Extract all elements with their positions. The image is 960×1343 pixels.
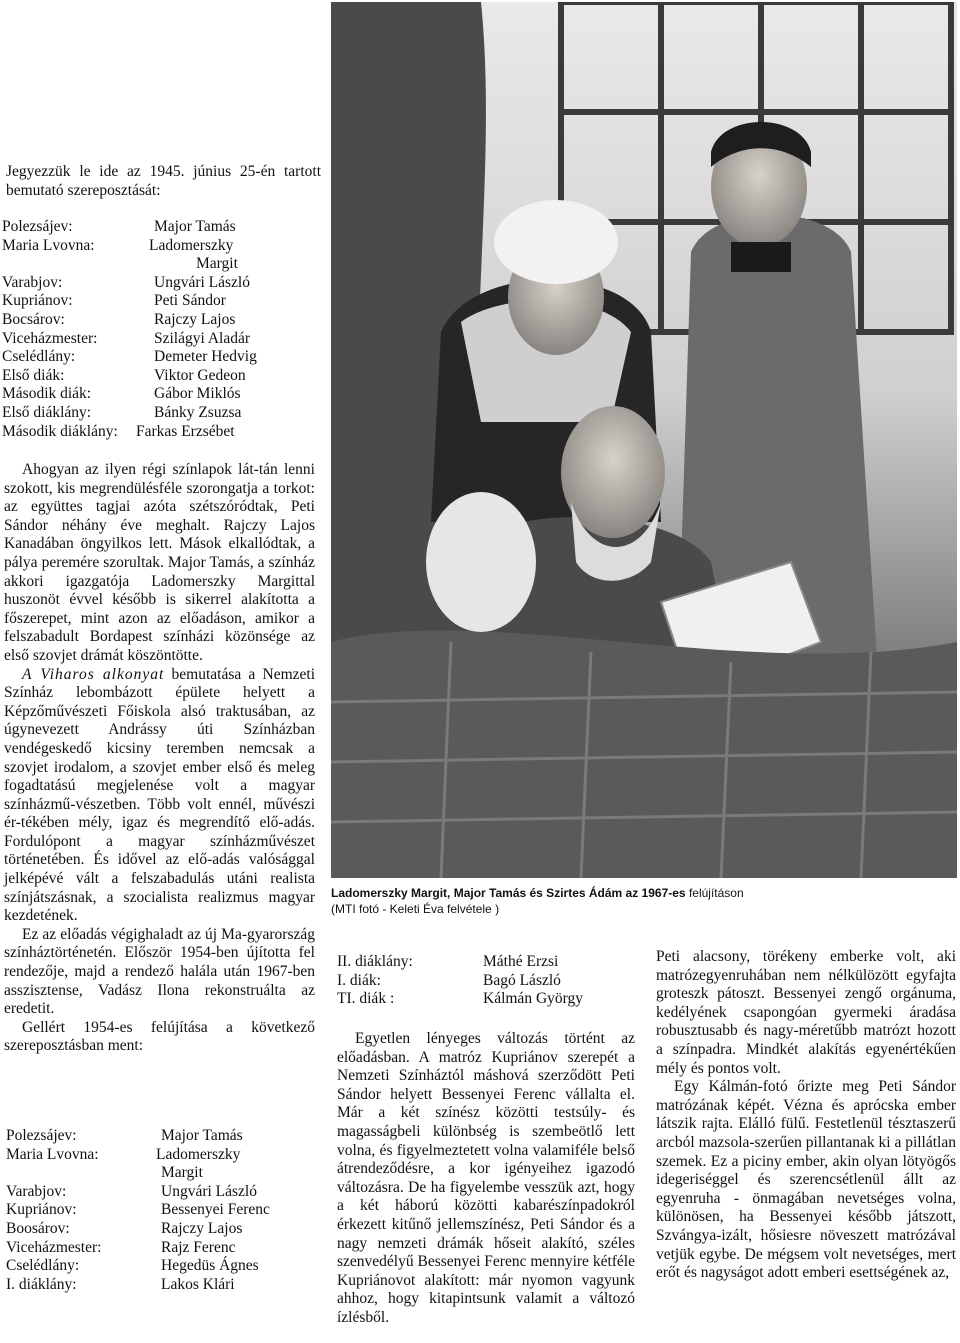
cast-row: Polezsájev: Major Tamás	[2, 218, 236, 235]
paragraph: Ahogyan az ilyen régi színlapok lát-tán lenni szokott, kis megrendülésféle szorongatja a torkot: az együttes tagjai azóta szétszóródtak, Peti Sándor néhány éve meghalt. Rajczy Lajos Kanadában öngyilkos lett. Mások elkallódtak, a pálya peremére szorultak. Major Tamás, a színház akkori igazgatója Ladomerszky Margittal huszonöt évvel később is sikerrel alakította a főszerepet, mint azon az előadáson, amikor a felszabadult Bordapest színházi közönsége az első szovjet drámát köszöntötte.	[4, 461, 315, 664]
paragraph: Egyetlen lényeges változás történt az előadásban. A matróz Kupriánov szerepét a Nemzeti Színháztól máshová szerződött Peti Sándor helyett Bessenyei Ferenc vállalta el. Már a két színész közötti testsúly- és magasságbeli különbség is szembeötlő lett volna, és figyelmeztetett volna valamiféle belső átrendeződésre, a kor igényeihez igazodó változásra. De ha figyelembe vesszük azt, hogy a két háború közötti kabarészínpadokról érkezett kitűnő jellemszínész, Peti Sándor és a nagy nemzeti drámák hőseit alakító, széles szenvedélyű Bessenyei Ferenc mennyire kétféle Kupriánovot alakított: már nyomon vagyunk ahhoz, hogy kitapintsunk valamit a változó ízlésből.	[337, 1030, 635, 1326]
cast-row: Varabjov: Ungvári László	[6, 1182, 257, 1200]
cast-row: Maria Lvovna: Ladomerszky	[6, 1145, 241, 1163]
cast-row: Első diáklány: Bánky Zsuzsa	[2, 403, 242, 421]
cast-row: I. diák: Bagó László	[337, 971, 561, 989]
cast-row: Kupriánov: Bessenyei Ferenc	[6, 1201, 270, 1219]
paragraph: Egy Kálmán-fotó őrizte meg Peti Sándor matrózának képét. Vézna és aprócska ember látszik rajta. Elálló fülű. Festetlenül tésztaszerű arcból mazsola-szerűen pillantanak ki a pillátlan szemek. Ez a piciny ember, akin olyan lötyögős idegeriséggel és szerencsétlenül állt az egyenruha - önmagában nevetséges volna, különösen, ha Bessenyei később játszott, Szvángya-izált, hősiesre növeszett matrózával vetjük egybe. De mégsem volt nevetséges, mert erőt és nagyságot adott emberi esettségének az,	[656, 1078, 956, 1282]
cast-row: Boosárov: Rajczy Lajos	[6, 1219, 243, 1237]
stage-photo	[331, 2, 957, 878]
cast-row: Maria Lvovna: Ladomerszky	[2, 236, 234, 254]
cast-row: Viceházmester: Rajz Ferenc	[6, 1238, 236, 1256]
cast-row: Első diák: Viktor Gedeon	[2, 366, 246, 384]
photo-caption: Ladomerszky Margit, Major Tamás és Szirtes Ádám az 1967-es felújításon (MTI fotó - Keleti Éva felvétele )	[331, 886, 744, 916]
cast-row: Varabjov: Ungvári László	[2, 273, 250, 291]
cast-row: Cselédlány: Demeter Hedvig	[2, 348, 257, 366]
cast-list-1954	[6, 1127, 326, 1294]
intro-text: Jegyezzük le ide az 1945. június 25-én tartott bemutató szereposztását:	[6, 163, 321, 199]
cast-row: Viceházmester: Szilágyi Aladár	[2, 329, 250, 347]
paragraph: Peti alacsony, törékeny emberke volt, aki matrózegyenruhában nem nélkülözött egyfajta groteszk pátoszt. Bessenyei zengő orgánuma, kedélyének csapongóan gyermeki áradása robusztusabb és nagy-méretűbb matrózt hozott a színpadra. Mindkét alakítás egyenértékűen mély és pontos volt.	[656, 948, 956, 1077]
middle-column	[337, 1030, 635, 1328]
cast-row-cont: Margit	[161, 1164, 203, 1182]
paragraph: Ez az előadás végighaladt az új Ma-gyarország színháztörténetén. Először 1954-ben újította fel rendezője, majd a rendező halála után 1967-ben asszisztense, Vadász Ilona rekonstruálta az eredetit.	[4, 925, 315, 1018]
cast-list-1945	[2, 218, 322, 441]
cast-row: Második diák: Gábor Miklós	[2, 385, 241, 403]
stage-photo-illustration	[331, 2, 957, 878]
cast-list-1954-continued	[337, 953, 637, 1009]
cast-row: I. diáklány: Lakos Klári	[6, 1275, 235, 1293]
right-column	[656, 948, 956, 1283]
cast-row: Cselédlány: Hegedüs Ágnes	[6, 1257, 259, 1275]
play-title: A Viharos alkonyat	[22, 665, 165, 683]
cast-row: Második diáklány: Farkas Erzsébet	[2, 422, 235, 440]
cast-row: Bocsárov: Rajczy Lajos	[2, 310, 236, 328]
cast-row: II. diáklány: Máthé Erzsi	[337, 953, 559, 970]
left-body	[4, 461, 315, 1056]
paragraph: A Viharos alkonyat bemutatása a Nemzeti Színház lebombázott épülete helyett a Képzőművészeti Főiskola alsó traktusában, az úgynevezett Andrássy úti Színházban vendégeskedő kicsiny teremben nemcsak a szovjet irodalom, a szovjet ember első és meleg fogadtatású megjelenése volt a magyar színházmű-vészetben. Több volt ennél, művészi ér-tékében mély, igaz és megrendítő elő-adás. Fordulópont a magyar színházművészet történetében. És idővel az elő-adás valósággal jelképévé vált a felszabadulás utáni realista színjátszásnak, a szocialista realizmus magyar kezdetének.	[4, 665, 315, 925]
cast-row: Polezsájev: Major Tamás	[6, 1127, 243, 1144]
cast-row: Kupriánov: Peti Sándor	[2, 292, 226, 310]
cast-row: TI. diák : Kálmán György	[337, 990, 584, 1008]
paragraph: Gellért 1954-es felújítása a következő szereposztásban ment:	[4, 1018, 315, 1055]
cast-row-cont: Margit	[196, 255, 238, 273]
